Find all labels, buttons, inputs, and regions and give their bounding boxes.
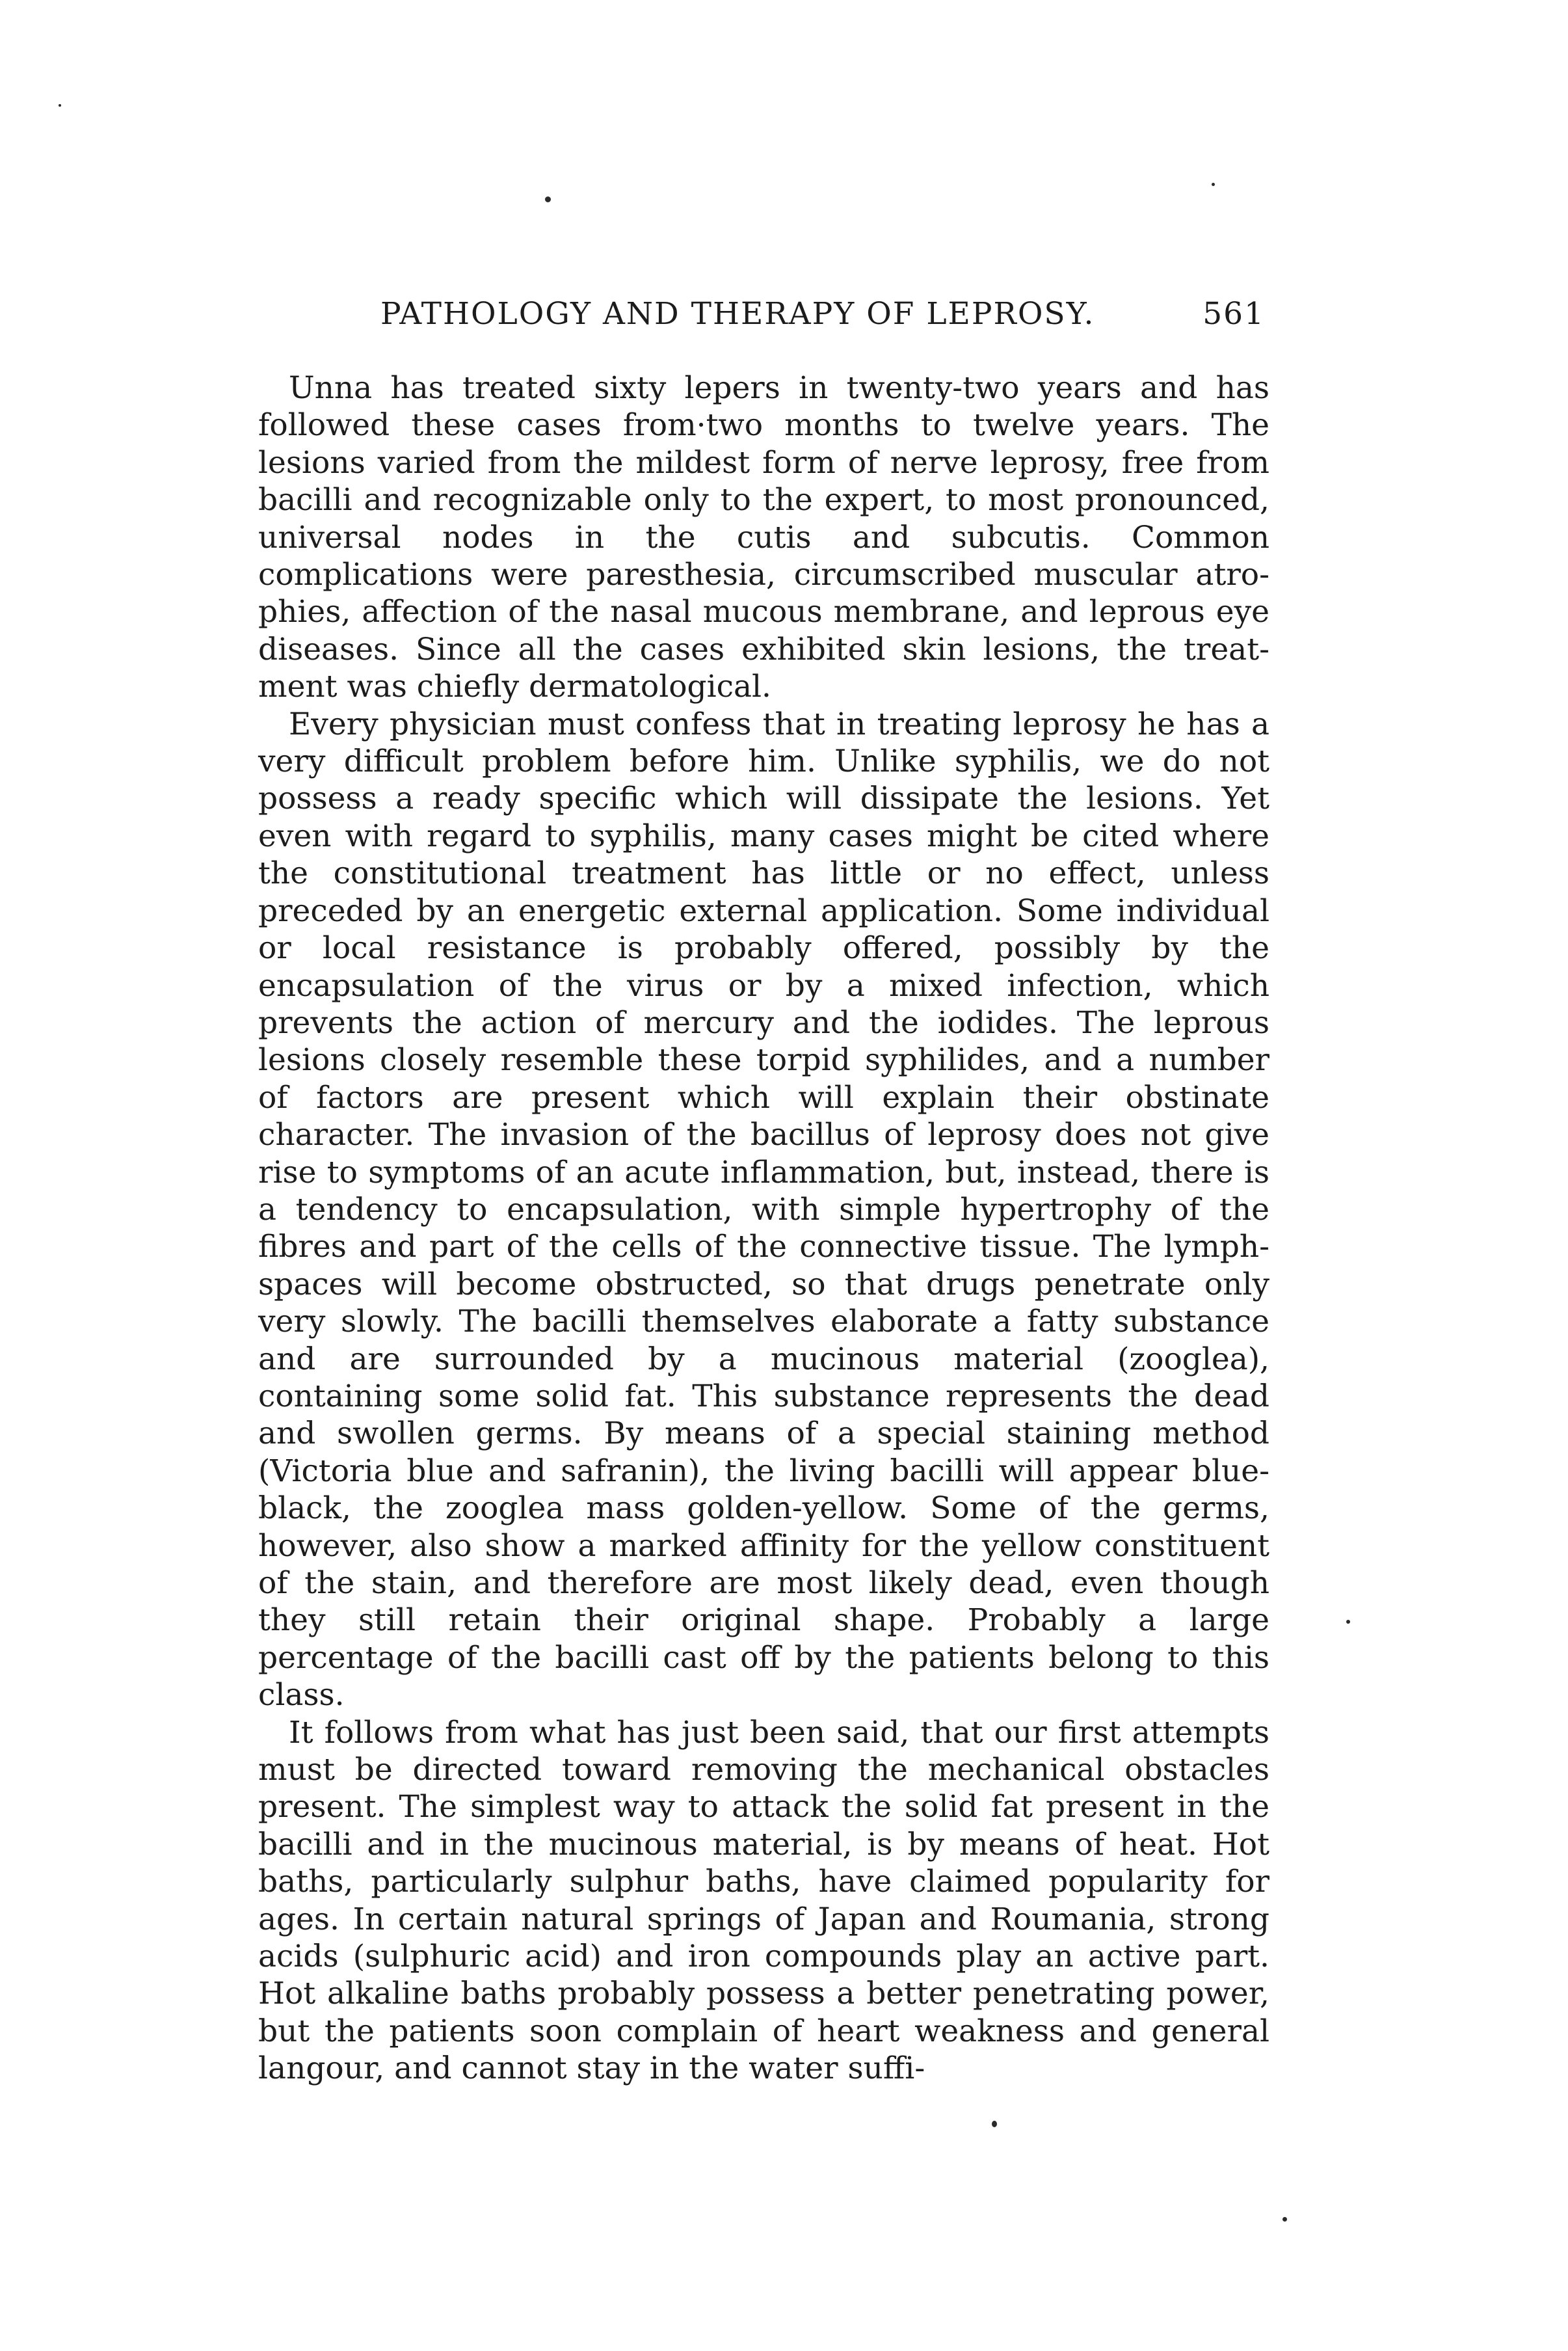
paragraph: Every physician must confess that in treating leprosy he has a very difficult problem before him. Unlike syphilis, we do not possess a ready specific which will dissipate the lesions. Yet even with regard to syphilis, many cases might be cited where the constitutional treatment has little or no effect, unless preceded by an energetic external application. Some individual or local resistance is probably offered, possibly by the encapsulation of the virus or by a mixed infection, which prevents the action of mercury and the iodides. The leprous lesions closely resemble these torpid syphilides, and a number of factors are present which will explain their obstinate character. The invasion of the bacillus of leprosy does not give rise to symptoms of an acute inflammation, but, instead, there is a tendency to encapsulation, with simple hypertrophy of the fibres and part of the cells of the connective tissue. The lymph-spaces will become obstructed, so that drugs penetrate only very slowly. The bacilli themselves elaborate a fatty substance and are surrounded by a mucinous material (zooglea), containing some solid fat. This substance represents the dead and swollen germs. By means of a special staining method (Victoria blue and safranin), the living bacilli will appear blue-black, the zooglea mass golden-yellow. Some of the germs, however, also show a marked affinity for the yellow constituent of the stain, and therefore are most likely dead, even though they still retain their original shape. Probably a large percentage of the bacilli cast off by the patients belong to this class. — [258, 706, 1269, 1713]
print-speck — [1212, 183, 1215, 186]
paragraph: It follows from what has just been said, that our first attempts must be directed toward removing the mechanical obstacles present. The simplest way to attack the solid fat present in the bacilli and in the mucinous material, is by means of heat. Hot baths, particularly sulphur baths, have claimed popularity for ages. In certain natural springs of Japan and Roumania, strong acids (sulphuric acid) and iron compounds play an active part. Hot alkaline baths probably possess a better penetrating power, but the patients soon complain of heart weakness and general langour, and cannot stay in the water suffi- — [258, 1714, 1269, 2087]
print-speck — [545, 196, 551, 202]
print-speck — [992, 2121, 997, 2127]
page-number: 561 — [1203, 296, 1265, 332]
body-text — [258, 369, 1269, 2088]
print-speck — [1282, 2217, 1287, 2222]
print-speck — [1346, 1620, 1350, 1624]
running-head: PATHOLOGY AND THERAPY OF LEPROSY. — [380, 296, 1095, 332]
page-header — [380, 296, 1265, 348]
paragraph: Unna has treated sixty lepers in twenty-two years and has followed these cases from·two months to twelve years. The lesions varied from the mildest form of nerve leprosy, free from bacilli and recognizable only to the expert, to most pronounced, universal nodes in the cutis and subcutis. Common complications were paresthesia, circumscribed muscular atrophies, affection of the nasal mucous membrane, and leprous eye diseases. Since all the cases exhibited skin lesions, the treatment was chiefly dermatological. — [258, 370, 1269, 705]
print-speck — [59, 104, 61, 107]
